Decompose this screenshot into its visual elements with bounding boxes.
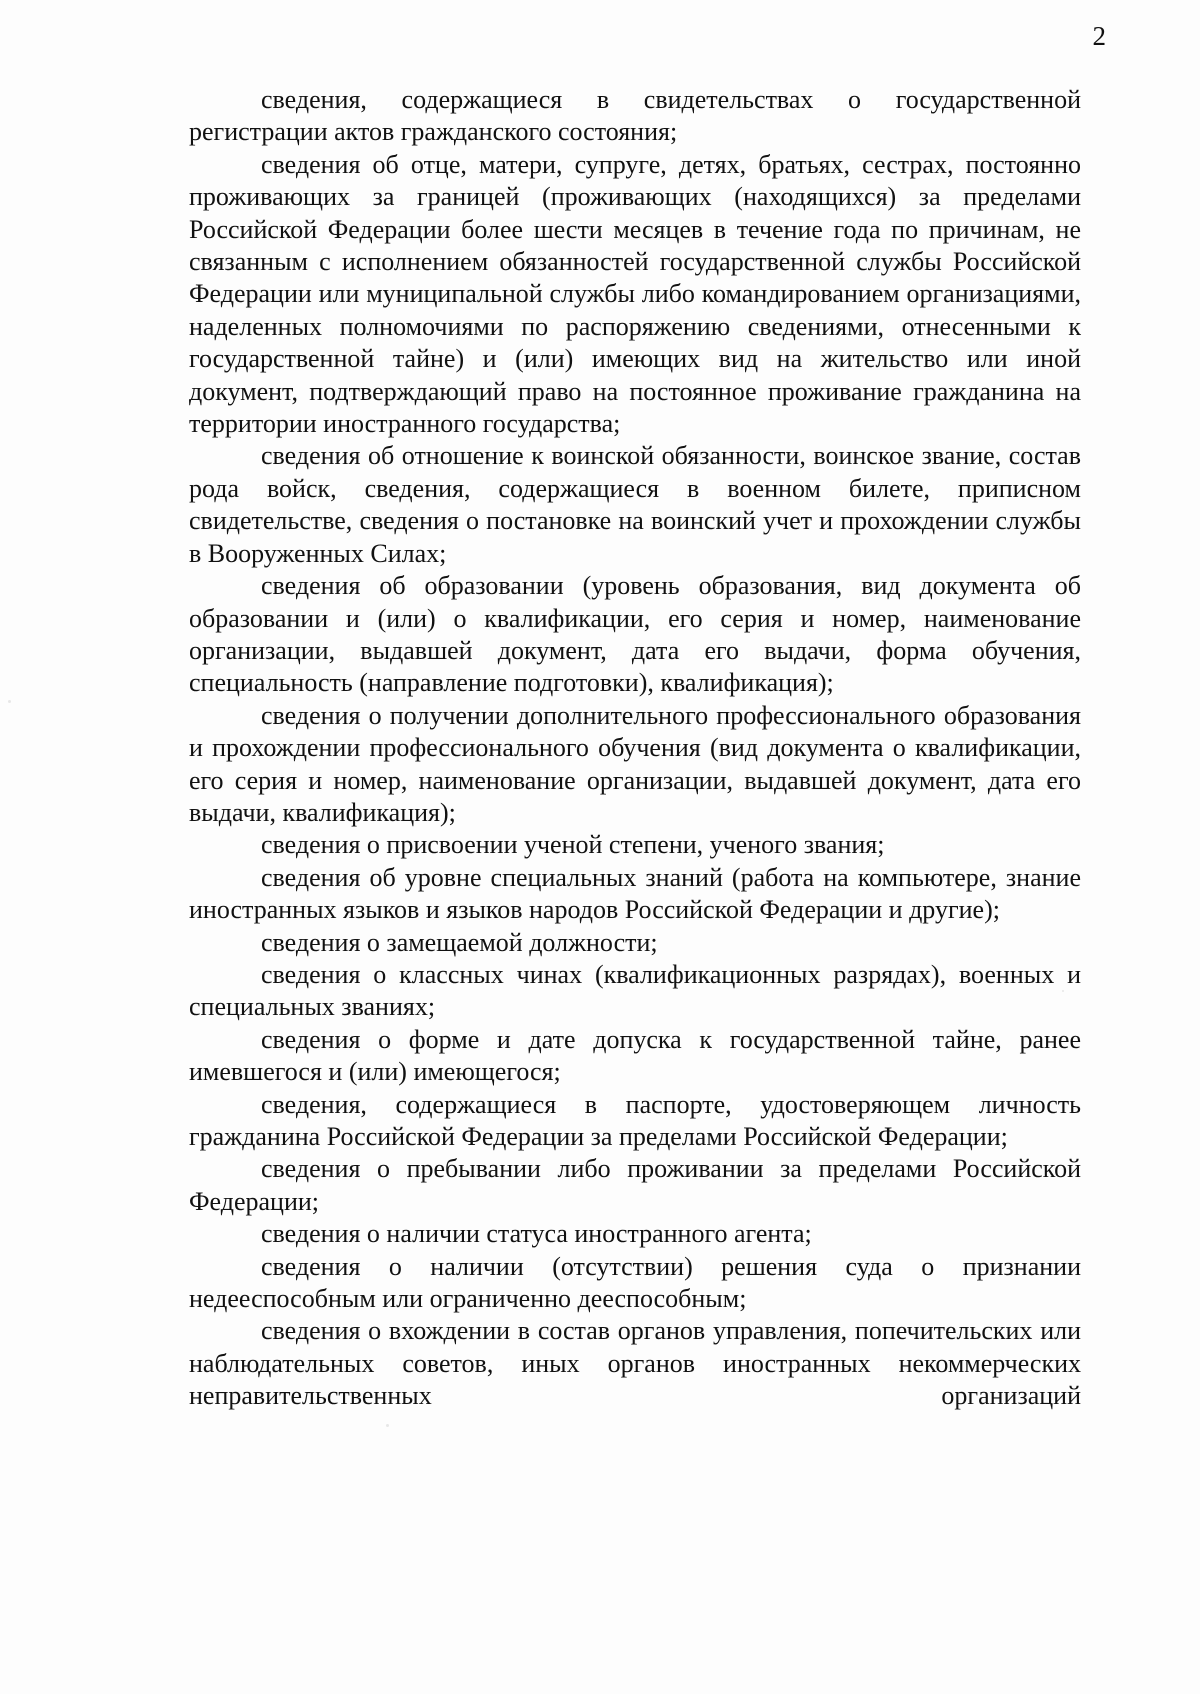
- page-number: 2: [1092, 21, 1106, 51]
- paragraph-foreign-ngo-bodies: сведения о вхождении в состав органов управления, попечительских или наблюдательных советов, иных органов иностранных некоммерческих неправительственных организаций: [189, 1316, 1081, 1411]
- scan-speck: [1062, 990, 1064, 992]
- scan-speck: [8, 700, 11, 703]
- paragraph-military-duty: сведения об отношение к воинской обязанности, воинское звание, состав рода войск, сведения, содержащиеся в военном билете, приписном свидетельстве, сведения о постановке на воинский учет и прохождении службы в Вооруженных Силах;: [189, 441, 1081, 568]
- paragraph-foreign-passport: сведения, содержащиеся в паспорте, удостоверяющем личность гражданина Российской Федерации за пределами Российской Федерации;: [189, 1089, 1081, 1151]
- paragraph-special-knowledge: сведения об уровне специальных знаний (работа на компьютере, знание иностранных языков и языков народов Российской Федерации и другие);: [189, 862, 1081, 925]
- paragraph-stay-abroad: сведения о пребывании либо проживании за пределами Российской Федерации;: [189, 1154, 1081, 1216]
- paragraph-class-ranks: сведения о классных чинах (квалификационных разрядах), военных и специальных званиях;: [189, 959, 1081, 1022]
- paragraph-additional-education: сведения о получении дополнительного профессионального образования и прохождении профессионального обучения (вид документа о квалификации, его серия и номер, наименование организации, выдавшей документ, дата его выдачи, квалификация);: [189, 700, 1081, 827]
- document-body: [189, 84, 1081, 1413]
- paragraph-position: сведения о замещаемой должности;: [261, 927, 658, 957]
- paragraph-state-secret-clearance: сведения о форме и дате допуска к государственной тайне, ранее имевшегося и (или) имеющегося;: [189, 1024, 1081, 1087]
- scan-speck: [386, 1424, 389, 1427]
- paragraph-academic-degree: сведения о присвоении ученой степени, ученого звания;: [261, 830, 885, 860]
- paragraph-court-decision: сведения о наличии (отсутствии) решения суда о признании недееспособным или ограниченно дееспособным;: [189, 1251, 1081, 1314]
- paragraph-relatives-abroad: сведения об отце, матери, супруге, детях, братьях, сестрах, постоянно проживающих за границей (проживающих (находящихся) за пределами Российской Федерации более шести месяцев в течение года по причинам, не связанным с исполнением обязанностей государственной службы Российской Федерации или муниципальной службы либо командированием организациями, наделенных полномочиями по распоряжению сведениями, отнесенными к государственной тайне) и (или) имеющих вид на жительство или иной документ, подтверждающий право на постоянное проживание гражданина на территории иностранного государства;: [189, 149, 1081, 439]
- paragraph-civil-status-records: сведения, содержащиеся в свидетельствах о государственной регистрации актов гражданского состояния;: [189, 85, 1081, 147]
- paragraph-foreign-agent-status: сведения о наличии статуса иностранного агента;: [261, 1219, 812, 1249]
- paragraph-education: сведения об образовании (уровень образования, вид документа об образовании и (или) о квалификации, его серия и номер, наименование организации, выдавшей документ, дата его выдачи, форма обучения, специальность (направление подготовки), квалификация);: [189, 571, 1081, 698]
